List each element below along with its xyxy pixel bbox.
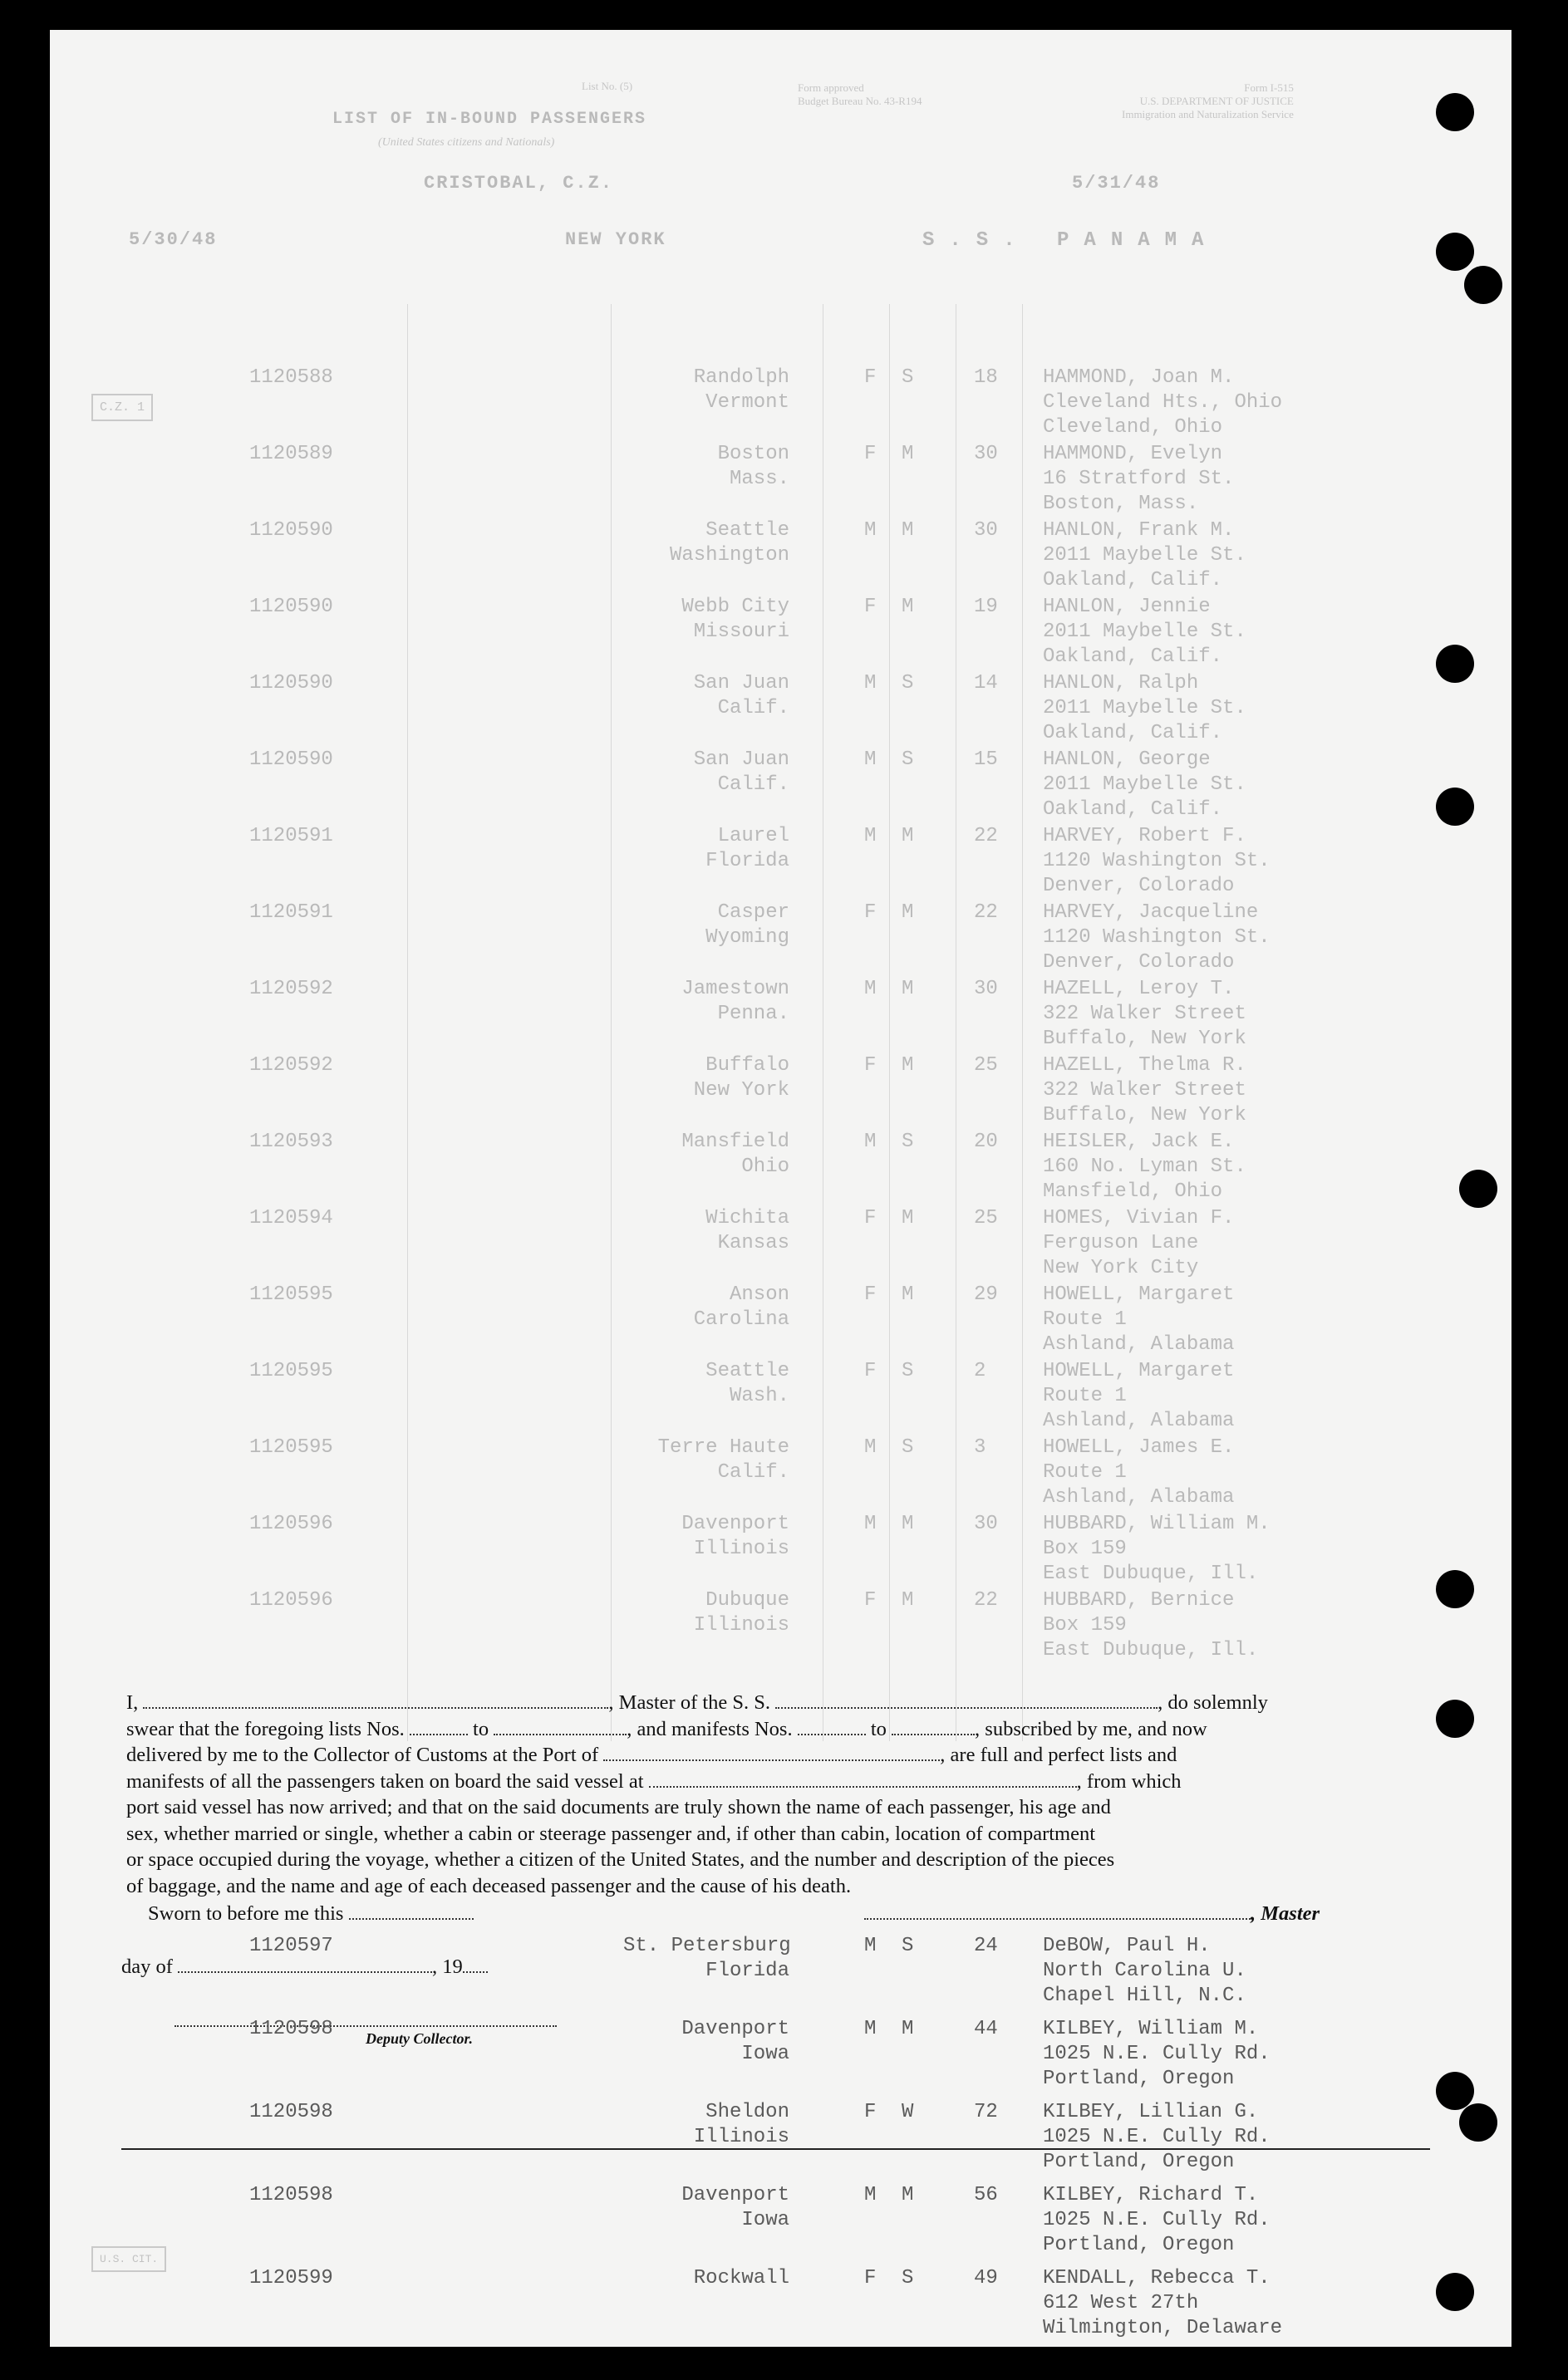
record-addr1: 1025 N.E. Cully Rd. [1043, 2209, 1271, 2231]
passenger-record [50, 2101, 1511, 2176]
master-oath [126, 1690, 1425, 1899]
record-ms: M [902, 901, 914, 924]
oath-line-8: of baggage, and the name and age of each deceased passenger and the cause of his death. [126, 1874, 852, 1897]
oath-line-6: sex, whether married or single, whether a cabin or steerage passenger and, if other than cabin, location of compartment [126, 1822, 1096, 1845]
record-age: 29 [974, 1283, 998, 1306]
record-place: Sheldon [705, 2101, 789, 2123]
record-sex: F [864, 1360, 877, 1382]
oath-line-4: manifests of all the passengers taken on board the said vessel at , from which [126, 1769, 1182, 1793]
record-addr1: 2011 Maybelle St. [1043, 773, 1246, 796]
record-num: 1120589 [249, 443, 333, 465]
record-addr2: Denver, Colorado [1043, 875, 1235, 897]
record-ms: M [902, 1589, 914, 1612]
passenger-record [50, 1436, 1511, 1511]
record-num: 1120594 [249, 1207, 333, 1229]
record-age: 20 [974, 1131, 998, 1153]
record-num: 1120591 [249, 901, 333, 924]
record-num: 1120598 [249, 2101, 333, 2123]
record-place: San Juan [693, 672, 789, 694]
record-ms: S [902, 366, 914, 389]
record-ms: M [902, 1054, 914, 1077]
record-num: 1120593 [249, 1131, 333, 1153]
record-ms: M [902, 1207, 914, 1229]
record-sex: M [864, 1935, 877, 1957]
record-addr1: Route 1 [1043, 1385, 1127, 1407]
record-age: 25 [974, 1207, 998, 1229]
record-addr1: Box 159 [1043, 1538, 1127, 1560]
record-addr2: Cleveland, Ohio [1043, 416, 1223, 439]
record-place2: Florida [705, 1960, 789, 1982]
record-place2: Carolina [693, 1308, 789, 1331]
record-ms: W [902, 2101, 914, 2123]
record-place: Boston [717, 443, 789, 465]
record-num: 1120590 [249, 596, 333, 618]
oath-line-3: delivered by me to the Collector of Customs at the Port of , are full and perfect lists and [126, 1744, 1177, 1766]
record-place: Rockwall [693, 2267, 789, 2289]
record-sex: M [864, 748, 877, 771]
record-place2: Calif. [717, 773, 789, 796]
record-sex: F [864, 2101, 877, 2123]
record-name: HEISLER, Jack E. [1043, 1131, 1235, 1153]
passenger-record [50, 1207, 1511, 1282]
record-name: HUBBARD, William M. [1043, 1513, 1271, 1535]
record-place2: Wyoming [705, 926, 789, 949]
record-name: HANLON, Frank M. [1043, 519, 1235, 542]
record-place: Davenport [681, 2184, 789, 2206]
record-addr2: Oakland, Calif. [1043, 569, 1223, 591]
scan-border-bottom [0, 2347, 1568, 2380]
master-signature-line: , Master [864, 1902, 1320, 1926]
record-name: HAMMOND, Joan M. [1043, 366, 1235, 389]
record-num: 1120597 [249, 1935, 333, 1957]
record-sex: F [864, 901, 877, 924]
record-sex: M [864, 978, 877, 1000]
record-name: HAZELL, Thelma R. [1043, 1054, 1246, 1077]
record-sex: F [864, 366, 877, 389]
sworn-line: Sworn to before me this [148, 1902, 474, 1926]
record-age: 30 [974, 978, 998, 1000]
record-ms: M [902, 978, 914, 1000]
record-addr2: Portland, Oregon [1043, 2234, 1235, 2256]
record-sex: M [864, 1131, 877, 1153]
record-addr2: Oakland, Calif. [1043, 798, 1223, 821]
record-name: KILBEY, William M. [1043, 2018, 1259, 2040]
record-addr2: Ashland, Alabama [1043, 1333, 1235, 1356]
deputy-collector-label: Deputy Collector. [366, 2030, 473, 2047]
record-num: 1120590 [249, 519, 333, 542]
record-place2: Penna. [717, 1003, 789, 1025]
record-place: Laurel [717, 825, 789, 847]
record-place2: Wash. [729, 1385, 789, 1407]
record-sex: M [864, 2018, 877, 2040]
from-port: CRISTOBAL, C.Z. [424, 173, 614, 194]
record-age: 22 [974, 901, 998, 924]
record-addr2: East Dubuque, Ill. [1043, 1639, 1259, 1661]
record-num: 1120590 [249, 672, 333, 694]
record-name: HANLON, George [1043, 748, 1211, 771]
record-addr1: 2011 Maybelle St. [1043, 621, 1246, 643]
record-place2: Ohio [741, 1156, 789, 1178]
record-place: Seattle [705, 519, 789, 542]
record-place2: Florida [705, 850, 789, 872]
record-age: 22 [974, 825, 998, 847]
record-place: Davenport [681, 2018, 789, 2040]
record-addr2: Portland, Oregon [1043, 2151, 1235, 2173]
record-place2: Mass. [729, 468, 789, 490]
record-sex: F [864, 1054, 877, 1077]
record-place: Jamestown [681, 978, 789, 1000]
record-age: 3 [974, 1436, 986, 1459]
record-ms: M [902, 519, 914, 542]
record-addr1: 1120 Washington St. [1043, 850, 1271, 872]
record-addr2: Portland, Oregon [1043, 2068, 1235, 2090]
record-sex: F [864, 2267, 877, 2289]
punch-hole [1436, 1700, 1474, 1738]
record-sex: F [864, 596, 877, 618]
record-place: Anson [729, 1283, 789, 1306]
punch-hole [1464, 266, 1502, 304]
record-ms: M [902, 2184, 914, 2206]
record-num: 1120595 [249, 1436, 333, 1459]
record-age: 25 [974, 1054, 998, 1077]
record-place2: Missouri [693, 621, 789, 643]
record-addr1: 16 Stratford St. [1043, 468, 1235, 490]
passenger-record [50, 1589, 1511, 1664]
passenger-record [50, 1360, 1511, 1435]
day-of-line: day of , 19 [121, 1956, 488, 1979]
passenger-record [50, 825, 1511, 900]
record-name: HARVEY, Jacqueline [1043, 901, 1259, 924]
passenger-record [50, 443, 1511, 518]
record-name: KILBEY, Lillian G. [1043, 2101, 1259, 2123]
record-age: 44 [974, 2018, 998, 2040]
record-sex: M [864, 672, 877, 694]
punch-hole [1436, 233, 1474, 271]
record-sex: M [864, 1436, 877, 1459]
record-sex: F [864, 443, 877, 465]
record-place2: Illinois [693, 1614, 789, 1637]
passenger-record [50, 2184, 1511, 2259]
manifest-sheet [50, 30, 1511, 2347]
record-addr1: 612 West 27th [1043, 2292, 1199, 2314]
record-place: Randolph [693, 366, 789, 389]
record-addr2: Chapel Hill, N.C. [1043, 1985, 1246, 2007]
record-place: Davenport [681, 1513, 789, 1535]
record-sex: F [864, 1207, 877, 1229]
punch-hole [1436, 1570, 1474, 1608]
record-place: Casper [717, 901, 789, 924]
punch-hole [1436, 2273, 1474, 2311]
record-age: 14 [974, 672, 998, 694]
record-place2: Illinois [693, 1538, 789, 1560]
passenger-record [50, 978, 1511, 1053]
punch-hole [1436, 93, 1474, 131]
record-addr2: East Dubuque, Ill. [1043, 1563, 1259, 1585]
record-place: Buffalo [705, 1054, 789, 1077]
record-place2: Vermont [705, 391, 789, 414]
record-place: Wichita [705, 1207, 789, 1229]
record-name: HOWELL, Margaret [1043, 1360, 1235, 1382]
oath-line-7: or space occupied during the voyage, whether a citizen of the United States, and the number and description of the pieces [126, 1848, 1115, 1871]
record-addr1: 322 Walker Street [1043, 1003, 1246, 1025]
to-port: NEW YORK [565, 229, 666, 250]
record-addr2: Oakland, Calif. [1043, 722, 1223, 744]
record-age: 30 [974, 443, 998, 465]
date-right: 5/31/48 [1072, 173, 1161, 194]
record-num: 1120596 [249, 1589, 333, 1612]
record-addr2: New York City [1043, 1257, 1199, 1279]
record-addr2: Ashland, Alabama [1043, 1410, 1235, 1432]
form-approval-note: Form approved Budget Bureau No. 43-R194 [798, 81, 922, 107]
record-num: 1120596 [249, 1513, 333, 1535]
manifest-title: LIST OF IN-BOUND PASSENGERS [332, 110, 647, 129]
record-addr1: 160 No. Lyman St. [1043, 1156, 1246, 1178]
record-age: 49 [974, 2267, 998, 2289]
record-place: Webb City [681, 596, 789, 618]
record-ms: S [902, 1360, 914, 1382]
passenger-record [50, 366, 1511, 441]
passenger-record [50, 1131, 1511, 1205]
punch-hole [1436, 788, 1474, 826]
date-left: 5/30/48 [129, 229, 218, 250]
record-ms: S [902, 1436, 914, 1459]
record-name: KENDALL, Rebecca T. [1043, 2267, 1271, 2289]
record-addr1: Route 1 [1043, 1308, 1127, 1331]
record-addr1: 1025 N.E. Cully Rd. [1043, 2043, 1271, 2065]
scan-border-right [1511, 0, 1568, 2380]
passenger-record [50, 2018, 1511, 2093]
punch-hole [1436, 2072, 1474, 2110]
record-addr1: 322 Walker Street [1043, 1079, 1246, 1102]
record-age: 24 [974, 1935, 998, 1957]
record-age: 56 [974, 2184, 998, 2206]
passenger-record [50, 748, 1511, 823]
record-place2: New York [693, 1079, 789, 1102]
vessel-name: S.S. PANAMA [922, 229, 1219, 252]
record-sex: M [864, 519, 877, 542]
record-num: 1120598 [249, 2184, 333, 2206]
record-addr1: 2011 Maybelle St. [1043, 697, 1246, 719]
record-addr1: 1120 Washington St. [1043, 926, 1271, 949]
record-ms: S [902, 1131, 914, 1153]
oath-line-1: I, , Master of the S. S. , do solemnly [126, 1691, 1268, 1714]
oath-line-5: port said vessel has now arrived; and that on the said documents are truly shown the name of each passenger, his age and [126, 1796, 1111, 1818]
scan-border-left [0, 0, 50, 2380]
record-addr2: Mansfield, Ohio [1043, 1180, 1223, 1203]
record-ms: S [902, 748, 914, 771]
record-num: 1120592 [249, 1054, 333, 1077]
record-addr1: 2011 Maybelle St. [1043, 544, 1246, 567]
record-addr2: Ashland, Alabama [1043, 1486, 1235, 1509]
record-name: HARVEY, Robert F. [1043, 825, 1246, 847]
record-ms: M [902, 443, 914, 465]
record-num: 1120599 [249, 2267, 333, 2289]
passenger-record [50, 1935, 1511, 2010]
record-addr1: Route 1 [1043, 1461, 1127, 1484]
record-place2: Calif. [717, 697, 789, 719]
record-name: HOWELL, James E. [1043, 1436, 1235, 1459]
record-ms: M [902, 1513, 914, 1535]
record-age: 19 [974, 596, 998, 618]
record-age: 72 [974, 2101, 998, 2123]
record-ms: S [902, 672, 914, 694]
record-addr1: 1025 N.E. Cully Rd. [1043, 2126, 1271, 2148]
record-name: KILBEY, Richard T. [1043, 2184, 1259, 2206]
record-name: HAZELL, Leroy T. [1043, 978, 1235, 1000]
passenger-record [50, 1283, 1511, 1358]
record-place2: Iowa [741, 2209, 789, 2231]
record-place: Mansfield [681, 1131, 789, 1153]
record-name: DeBOW, Paul H. [1043, 1935, 1211, 1957]
record-age: 22 [974, 1589, 998, 1612]
record-ms: M [902, 596, 914, 618]
punch-hole [1436, 645, 1474, 683]
record-num: 1120588 [249, 366, 333, 389]
record-place2: Calif. [717, 1461, 789, 1484]
record-place2: Washington [669, 544, 789, 567]
record-num: 1120590 [249, 748, 333, 771]
oath-line-2: swear that the foregoing lists Nos. to , and manifests Nos. to , subscribed by me, and now [126, 1717, 1207, 1740]
record-addr2: Buffalo, New York [1043, 1104, 1246, 1126]
record-ms: S [902, 2267, 914, 2289]
scan-border-top [0, 0, 1568, 30]
record-age: 15 [974, 748, 998, 771]
record-addr1: Cleveland Hts., Ohio [1043, 391, 1283, 414]
passenger-record [50, 901, 1511, 976]
record-num: 1120598 [249, 2018, 333, 2040]
record-addr2: Wilmington, Delaware [1043, 2317, 1283, 2339]
record-ms: M [902, 1283, 914, 1306]
record-place: San Juan [693, 748, 789, 771]
record-name: HOMES, Vivian F. [1043, 1207, 1235, 1229]
record-place: Terre Haute [657, 1436, 789, 1459]
passenger-record [50, 672, 1511, 747]
passenger-record [50, 1513, 1511, 1587]
list-number-label: List No. (5) [582, 80, 633, 92]
record-num: 1120595 [249, 1283, 333, 1306]
record-ms: M [902, 825, 914, 847]
record-name: HOWELL, Margaret [1043, 1283, 1235, 1306]
record-place: Dubuque [705, 1589, 789, 1612]
record-place2: Illinois [693, 2126, 789, 2148]
record-addr1: North Carolina U. [1043, 1960, 1246, 1982]
record-place2: Iowa [741, 2043, 789, 2065]
record-sex: F [864, 1283, 877, 1306]
form-agency-note: Form I-515 U.S. DEPARTMENT OF JUSTICE Immigration and Naturalization Service [1122, 81, 1294, 120]
record-addr2: Boston, Mass. [1043, 493, 1199, 515]
passenger-record [50, 2267, 1511, 2342]
record-addr2: Buffalo, New York [1043, 1028, 1246, 1050]
citizen-stamp: U.S. CIT. [91, 2246, 166, 2272]
record-age: 2 [974, 1360, 986, 1382]
manifest-subtitle: (United States citizens and Nationals) [378, 136, 555, 149]
record-sex: M [864, 825, 877, 847]
record-addr1: Ferguson Lane [1043, 1232, 1199, 1254]
record-place2: Kansas [717, 1232, 789, 1254]
port-stamp: C.Z. 1 [91, 394, 153, 421]
record-num: 1120595 [249, 1360, 333, 1382]
record-sex: M [864, 2184, 877, 2206]
record-num: 1120591 [249, 825, 333, 847]
passenger-record [50, 519, 1511, 594]
record-age: 30 [974, 1513, 998, 1535]
record-addr2: Denver, Colorado [1043, 951, 1235, 974]
record-age: 18 [974, 366, 998, 389]
record-age: 30 [974, 519, 998, 542]
record-sex: F [864, 1589, 877, 1612]
record-ms: S [902, 1935, 914, 1957]
record-addr2: Oakland, Calif. [1043, 645, 1223, 668]
record-addr1: Box 159 [1043, 1614, 1127, 1637]
punch-hole [1459, 2103, 1497, 2142]
record-num: 1120592 [249, 978, 333, 1000]
record-name: HAMMOND, Evelyn [1043, 443, 1223, 465]
record-ms: M [902, 2018, 914, 2040]
record-place: St. Petersburg [623, 1935, 791, 1957]
record-name: HANLON, Ralph [1043, 672, 1199, 694]
passenger-record [50, 1054, 1511, 1129]
punch-hole [1459, 1170, 1497, 1208]
record-sex: M [864, 1513, 877, 1535]
record-place: Seattle [705, 1360, 789, 1382]
record-name: HANLON, Jennie [1043, 596, 1211, 618]
passenger-record [50, 596, 1511, 670]
record-name: HUBBARD, Bernice [1043, 1589, 1235, 1612]
